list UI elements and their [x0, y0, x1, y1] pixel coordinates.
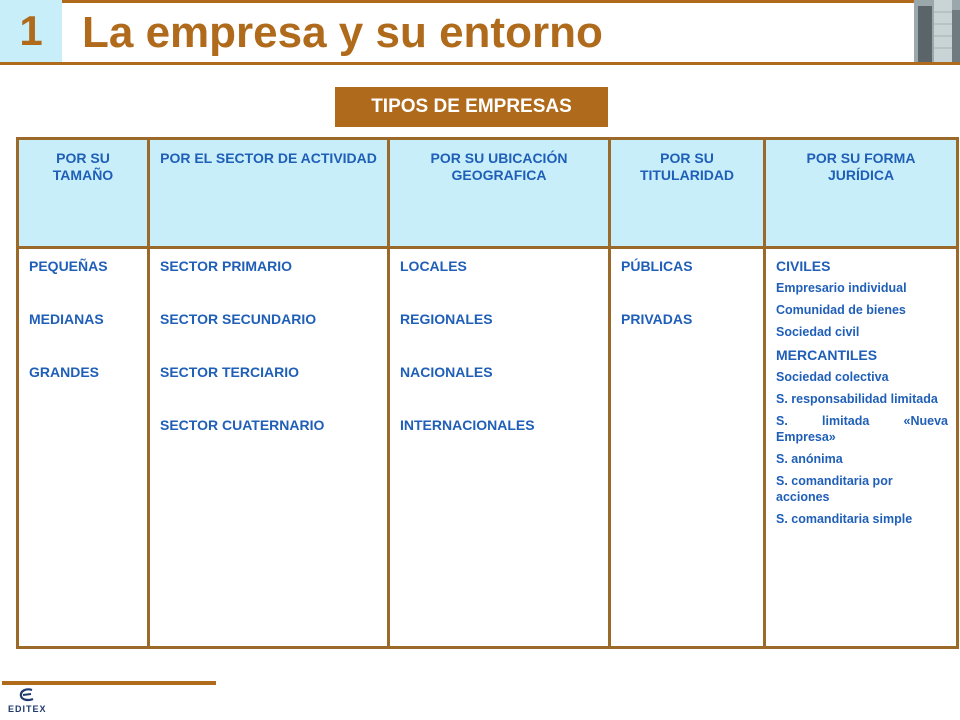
cell-sector [149, 248, 389, 648]
editex-logo-icon [18, 688, 36, 702]
header-ubicacion: POR SU UBICACIÓN GEOGRAFICA [389, 139, 610, 248]
list-item: Sociedad colectiva [776, 370, 889, 384]
title-top-rule [62, 0, 960, 3]
list-item: GRANDES [29, 364, 100, 380]
editex-logo-text: EDITEX [8, 704, 47, 714]
list-item: PÚBLICAS [621, 258, 693, 274]
building-image [914, 0, 960, 62]
building-icon [914, 0, 960, 62]
list-item: S. limitada «Nueva Empresa» [776, 414, 948, 444]
cell-titularidad [610, 248, 765, 648]
list-item: SECTOR CUATERNARIO [160, 417, 325, 433]
list-item: S. comanditaria por acciones [776, 474, 893, 504]
list-item: LOCALES [400, 258, 467, 274]
list-item: SECTOR SECUNDARIO [160, 311, 317, 327]
list-item: MEDIANAS [29, 311, 104, 327]
list-item: S. comanditaria simple [776, 512, 913, 526]
header-titularidad: POR SU TITULARIDAD [610, 139, 765, 248]
cell-ubicacion [389, 248, 610, 648]
list-item: REGIONALES [400, 311, 493, 327]
header-juridica: POR SU FORMA JURÍDICA [765, 139, 958, 248]
list-item: PRIVADAS [621, 311, 693, 327]
list-item: Sociedad civil [776, 325, 860, 339]
list-item: SECTOR TERCIARIO [160, 364, 299, 380]
header-tamano: POR SU TAMAÑO [18, 139, 149, 248]
list-item: INTERNACIONALES [400, 417, 535, 433]
page-title: La empresa y su entorno [82, 8, 603, 57]
list-item: Empresario individual [776, 281, 907, 295]
title-bottom-rule [0, 62, 960, 65]
civiles-heading: CIVILES [776, 258, 831, 274]
list-item: S. anónima [776, 452, 843, 466]
footer-rule [2, 681, 216, 685]
cell-juridica [765, 248, 958, 648]
list-item: S. responsabilidad limitada [776, 392, 938, 406]
list-item: NACIONALES [400, 364, 493, 380]
list-item: SECTOR PRIMARIO [160, 258, 292, 274]
cell-tamano [18, 248, 149, 648]
mercantiles-heading: MERCANTILES [776, 347, 878, 363]
list-item: PEQUEÑAS [29, 258, 108, 274]
company-types-table [16, 137, 959, 649]
table-body-row [18, 248, 958, 648]
chapter-number: 1 [19, 7, 43, 54]
list-item: Comunidad de bienes [776, 303, 906, 317]
header-sector: POR EL SECTOR DE ACTIVIDAD [149, 139, 389, 248]
table-header-row [18, 139, 958, 248]
section-label: TIPOS DE EMPRESAS [335, 87, 608, 127]
